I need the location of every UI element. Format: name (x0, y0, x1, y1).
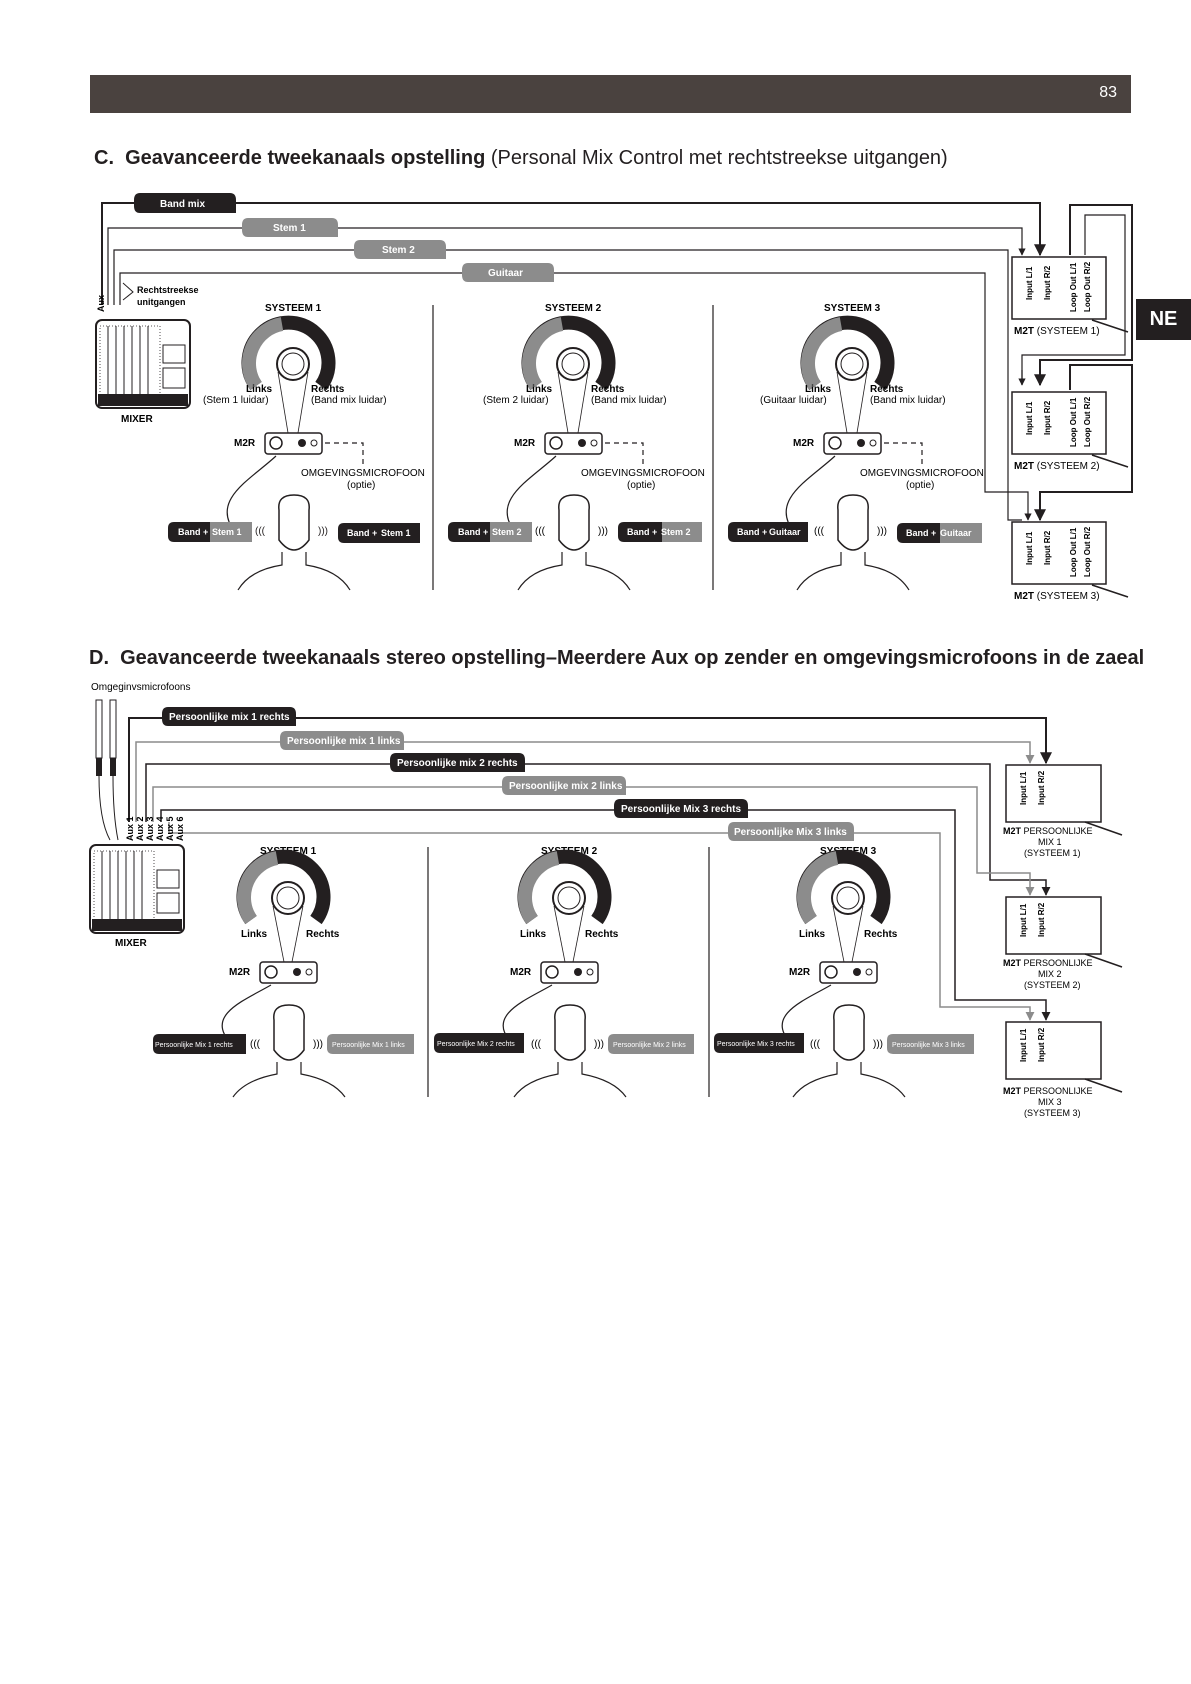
svg-text:M2T (SYSTEEM 2): M2T (SYSTEEM 2) (1014, 461, 1100, 472)
svg-text:Persoonlijke mix 2 rechts: Persoonlijke mix 2 rechts (397, 758, 518, 769)
direct-output-bracket (123, 283, 133, 300)
system-d3 (714, 846, 974, 1097)
left-label: Links (799, 929, 826, 940)
svg-text:Band mix: Band mix (160, 199, 206, 210)
receiver-icon (260, 962, 317, 983)
page-number: 83 (1099, 84, 1117, 101)
ambient-mic-icon (110, 700, 118, 840)
system-title: SYSTEEM 2 (541, 846, 598, 857)
svg-text:Loop Out R/2: Loop Out R/2 (1083, 396, 1092, 447)
svg-text:Stem 2: Stem 2 (661, 527, 691, 537)
receiver-icon (265, 433, 322, 454)
svg-text:Persoonlijke Mix 1 rechts: Persoonlijke Mix 1 rechts (155, 1042, 233, 1049)
direct-outputs-label-2: unitgangen (137, 297, 186, 307)
aux-label: Aux 6 (175, 816, 185, 841)
bus-line-mix2-left (153, 787, 1030, 895)
svg-text:Band +: Band + (627, 527, 658, 537)
left-sublabel: (Guitaar luidar) (760, 395, 827, 406)
bus-line-mix1-right (129, 718, 1046, 822)
receiver-label: M2R (234, 438, 256, 449)
ear-label-left (448, 522, 532, 542)
svg-text:Input R/2: Input R/2 (1043, 400, 1052, 435)
right-label: Rechts (311, 384, 345, 395)
svg-text:Input L/1: Input L/1 (1025, 531, 1034, 565)
bus-label-mix3-left (728, 822, 854, 841)
right-label: Rechts (864, 929, 898, 940)
svg-text:Input R/2: Input R/2 (1043, 265, 1052, 300)
bus-label-mix3-right (614, 799, 748, 818)
ear-label-right (327, 1034, 414, 1054)
svg-text:Input R/2: Input R/2 (1043, 530, 1052, 565)
svg-text:MIX 1: MIX 1 (1038, 837, 1062, 847)
ear-waves-left: ((( (250, 1039, 260, 1050)
svg-text:Guitaar: Guitaar (488, 268, 524, 279)
receiver-icon (545, 433, 602, 454)
system-c2 (448, 303, 705, 590)
transmitter-c2 (1012, 392, 1128, 472)
left-label: Links (526, 384, 553, 395)
system-title: SYSTEEM 1 (260, 846, 317, 857)
bus-label-mix1-left (280, 731, 404, 750)
mix-knob-icon (808, 323, 888, 386)
transmitter-d1 (1003, 765, 1122, 858)
svg-text:Loop Out L/1: Loop Out L/1 (1069, 527, 1078, 577)
mix-knob-icon (249, 323, 329, 386)
svg-text:Persoonlijke Mix 3 rechts: Persoonlijke Mix 3 rechts (717, 1041, 795, 1048)
svg-text:Stem 2: Stem 2 (382, 245, 415, 256)
receiver-label: M2R (510, 967, 532, 978)
bus-label-guitaar (462, 263, 554, 282)
svg-text:Persoonlijke Mix 1 links: Persoonlijke Mix 1 links (332, 1042, 405, 1049)
ear-waves-left: ((( (255, 526, 265, 537)
transmitter-c1 (1012, 257, 1128, 337)
system-c1 (168, 303, 425, 590)
ear-waves-left: ((( (814, 526, 824, 537)
svg-text:(SYSTEEM 2): (SYSTEEM 2) (1024, 980, 1081, 990)
aux-label: Aux (96, 294, 106, 312)
aux-label: Aux 3 (145, 816, 155, 841)
svg-text:Band +: Band + (178, 527, 209, 537)
svg-text:Band +: Band + (906, 528, 937, 538)
bus-label-band-mix (134, 193, 236, 213)
left-sublabel: (Stem 1 luidar) (203, 395, 269, 406)
ear-label-right (887, 1034, 974, 1054)
bus-label-mix2-left (502, 776, 626, 795)
section-c-title-rest: (Personal Mix Control met rechtstreekse uitgangen) (485, 147, 948, 169)
svg-text:Stem 2: Stem 2 (492, 527, 522, 537)
svg-text:Stem 1: Stem 1 (212, 527, 242, 537)
receiver-icon (820, 962, 877, 983)
bus-label-stem1 (242, 218, 338, 237)
svg-text:(SYSTEEM 3): (SYSTEEM 3) (1024, 1108, 1081, 1118)
receiver-icon (541, 962, 598, 983)
svg-text:Persoonlijke mix 1 links: Persoonlijke mix 1 links (287, 736, 401, 747)
svg-text:Input L/1: Input L/1 (1019, 1028, 1028, 1062)
receiver-label: M2R (793, 438, 815, 449)
mix-knob-icon (525, 857, 605, 920)
svg-text:Persoonlijke Mix 3 links: Persoonlijke Mix 3 links (734, 827, 847, 838)
svg-text:Band +: Band + (737, 527, 768, 537)
ear-waves-left: ((( (810, 1039, 820, 1050)
svg-text:MIX 3: MIX 3 (1038, 1097, 1062, 1107)
aux-label: Aux 2 (135, 816, 145, 841)
mix-knob-icon (804, 857, 884, 920)
section-d-diagram (90, 682, 1122, 1118)
system-title: SYSTEEM 1 (265, 303, 322, 314)
ear-waves-right: ))) (873, 1039, 883, 1050)
bus-label-stem2 (354, 240, 446, 259)
ear-label-left (168, 522, 252, 542)
ear-waves-left: ((( (531, 1039, 541, 1050)
mix-knob-icon (244, 857, 324, 920)
aux-label: Aux 4 (155, 816, 165, 841)
svg-text:Loop Out R/2: Loop Out R/2 (1083, 526, 1092, 577)
section-d-title-bold: Geavanceerde tweekanaals stereo opstelling–Meerdere Aux op zender en omgevingsmicrofoons in de zaeal (120, 647, 1145, 669)
svg-text:Persoonlijke Mix 2 rechts: Persoonlijke Mix 2 rechts (437, 1041, 515, 1048)
svg-text:Stem 1: Stem 1 (273, 223, 306, 234)
section-c-letter: C. (94, 147, 114, 169)
svg-text:Persoonlijke Mix 3 rechts: Persoonlijke Mix 3 rechts (621, 804, 742, 815)
language-tab: NE (1136, 299, 1191, 340)
receiver-label: M2R (514, 438, 536, 449)
ambient-mic-sublabel: (optie) (347, 480, 376, 491)
ambient-mic-sublabel: (optie) (627, 480, 656, 491)
system-title: SYSTEEM 2 (545, 303, 602, 314)
right-sublabel: (Band mix luidar) (591, 395, 667, 406)
ear-label-right (897, 523, 982, 543)
direct-outputs-label-1: Rechtstreekse (137, 285, 199, 295)
svg-text:Loop Out L/1: Loop Out L/1 (1069, 262, 1078, 312)
svg-text:MIX 2: MIX 2 (1038, 969, 1062, 979)
ambient-mic-icon (96, 700, 110, 840)
receiver-icon (824, 433, 881, 454)
right-label: Rechts (870, 384, 904, 395)
bus-line-band-mix (102, 203, 1040, 305)
right-label: Rechts (591, 384, 625, 395)
svg-text:Persoonlijke Mix 2 links: Persoonlijke Mix 2 links (613, 1042, 686, 1049)
system-d2 (434, 846, 694, 1097)
ear-label-right (338, 523, 420, 543)
svg-text:Input R/2: Input R/2 (1037, 1027, 1046, 1062)
listener-icon (518, 495, 630, 590)
system-c3 (728, 303, 984, 590)
right-label: Rechts (585, 929, 619, 940)
ear-waves-right: ))) (598, 526, 608, 537)
svg-text:M2T (SYSTEEM 1): M2T (SYSTEEM 1) (1014, 326, 1100, 337)
svg-text:Input L/1: Input L/1 (1025, 401, 1034, 435)
ambient-mics-label: Omgeginvsmicrofoons (91, 682, 191, 693)
transmitter-d2 (1003, 897, 1122, 990)
svg-text:Stem 1: Stem 1 (381, 528, 411, 538)
ear-waves-left: ((( (535, 526, 545, 537)
svg-text:M2T PERSOONLIJKE: M2T PERSOONLIJKE (1003, 1086, 1093, 1096)
aux-label: Aux 5 (165, 816, 175, 841)
bus-label-mix1-right (162, 707, 296, 726)
svg-text:Band +: Band + (347, 528, 378, 538)
ear-label-right (618, 522, 702, 542)
system-d1 (153, 846, 414, 1097)
system-title: SYSTEEM 3 (820, 846, 877, 857)
mixer-icon (90, 845, 184, 933)
svg-text:Loop Out L/1: Loop Out L/1 (1069, 397, 1078, 447)
left-sublabel: (Stem 2 luidar) (483, 395, 549, 406)
right-sublabel: (Band mix luidar) (870, 395, 946, 406)
ambient-mic-label: OMGEVINGSMICROFOON (301, 468, 425, 479)
mixer-label: MIXER (115, 938, 147, 949)
left-label: Links (520, 929, 547, 940)
svg-text:Input L/1: Input L/1 (1025, 266, 1034, 300)
aux-label: Aux 1 (125, 816, 135, 841)
listener-icon (797, 495, 909, 590)
ear-waves-right: ))) (318, 526, 328, 537)
section-c-title-bold: Geavanceerde tweekanaals opstelling (125, 147, 486, 169)
ear-waves-right: ))) (877, 526, 887, 537)
svg-text:Persoonlijke mix 2 links: Persoonlijke mix 2 links (509, 781, 623, 792)
svg-text:Input R/2: Input R/2 (1037, 770, 1046, 805)
svg-text:M2T (SYSTEEM 3): M2T (SYSTEEM 3) (1014, 591, 1100, 602)
mixer-icon (96, 320, 190, 408)
bus-line-stem1 (108, 228, 1022, 305)
svg-text:Loop Out R/2: Loop Out R/2 (1083, 261, 1092, 312)
svg-text:M2T PERSOONLIJKE: M2T PERSOONLIJKE (1003, 826, 1093, 836)
section-d-letter: D. (89, 647, 109, 669)
listener-icon (238, 495, 350, 590)
svg-text:Persoonlijke Mix 3 links: Persoonlijke Mix 3 links (892, 1042, 965, 1049)
svg-text:M2T PERSOONLIJKE: M2T PERSOONLIJKE (1003, 958, 1093, 968)
svg-text:Persoonlijke mix 1 rechts: Persoonlijke mix 1 rechts (169, 712, 290, 723)
left-label: Links (246, 384, 273, 395)
ear-waves-right: ))) (313, 1039, 323, 1050)
ear-label-right (608, 1034, 694, 1054)
ear-waves-right: ))) (594, 1039, 604, 1050)
left-label: Links (241, 929, 268, 940)
ambient-mic-sublabel: (optie) (906, 480, 935, 491)
mixer-label: MIXER (121, 414, 153, 425)
svg-text:Input L/1: Input L/1 (1019, 903, 1028, 937)
system-title: SYSTEEM 3 (824, 303, 881, 314)
svg-text:(SYSTEEM 1): (SYSTEEM 1) (1024, 848, 1081, 858)
ambient-mic-label: OMGEVINGSMICROFOON (581, 468, 705, 479)
bus-label-mix2-right (390, 753, 525, 772)
transmitter-d3 (1003, 1022, 1122, 1118)
ear-label-left (153, 1034, 246, 1054)
svg-text:Band +: Band + (458, 527, 489, 537)
ear-label-left (714, 1033, 804, 1053)
receiver-label: M2R (229, 967, 251, 978)
receiver-label: M2R (789, 967, 811, 978)
svg-text:Guitaar: Guitaar (940, 528, 972, 538)
svg-text:Input L/1: Input L/1 (1019, 771, 1028, 805)
right-label: Rechts (306, 929, 340, 940)
transmitter-c3 (1012, 522, 1128, 602)
ear-label-left (728, 522, 808, 542)
ear-label-left (434, 1033, 524, 1053)
ambient-mic-label: OMGEVINGSMICROFOON (860, 468, 984, 479)
right-sublabel: (Band mix luidar) (311, 395, 387, 406)
mix-knob-icon (529, 323, 609, 386)
svg-text:Input R/2: Input R/2 (1037, 902, 1046, 937)
section-c-diagram (96, 193, 1132, 602)
svg-text:Guitaar: Guitaar (769, 527, 801, 537)
left-label: Links (805, 384, 832, 395)
